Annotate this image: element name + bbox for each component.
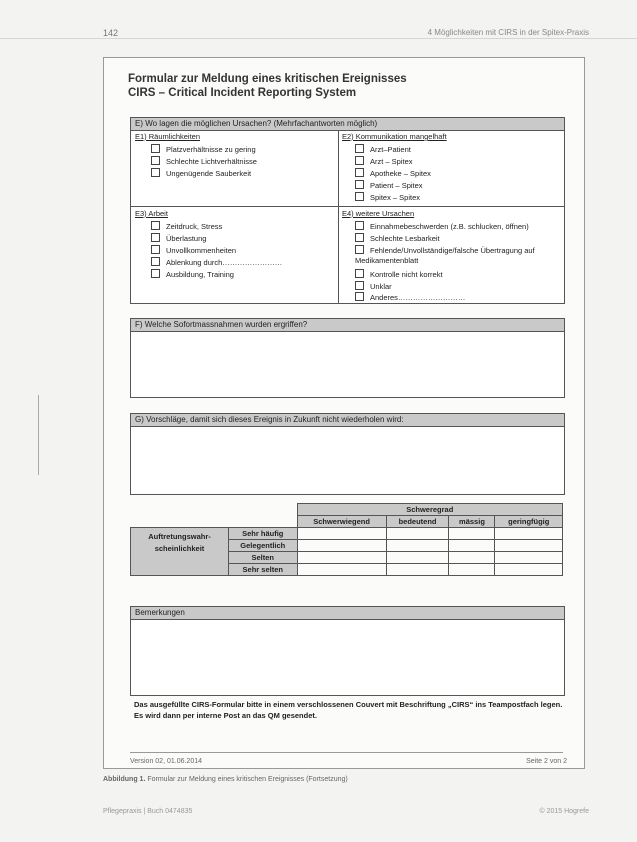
matrix-cell[interactable] — [297, 564, 386, 576]
checkbox-e4-2[interactable] — [355, 245, 545, 266]
checkbox-label: Überlastung — [166, 234, 207, 243]
remarks-section — [130, 606, 565, 696]
form-title-line2: CIRS – Critical Incident Reporting System — [128, 87, 357, 99]
checkbox-label: Arzt–Patient — [370, 145, 411, 154]
header-divider — [0, 38, 637, 39]
checkbox-label: Ablenkung durch…………………… — [166, 258, 283, 267]
section-e — [130, 117, 565, 304]
likelihood-label — [131, 528, 229, 576]
section-e-heading: E) Wo lagen die möglichen Ursachen? (Mehrfachantworten möglich) — [131, 118, 564, 131]
checkbox-e2-3[interactable] — [355, 180, 423, 191]
checkbox-e3-4[interactable] — [151, 269, 234, 280]
severity-col: Schwerwiegend — [297, 516, 386, 528]
footer-divider — [130, 752, 563, 753]
remarks-heading: Bemerkungen — [131, 607, 564, 620]
matrix-cell[interactable] — [297, 540, 386, 552]
checkbox-label: Fehlende/Unvollständige/falsche Übertragung auf Medikamentenblatt — [355, 246, 535, 265]
checkbox-e4-3[interactable] — [355, 269, 443, 280]
checkbox-label: Schlechte Lichtverhältnisse — [166, 157, 257, 166]
caption-label: Abbildung 1. — [103, 776, 146, 783]
matrix-cell[interactable] — [449, 552, 495, 564]
matrix-cell[interactable] — [495, 528, 563, 540]
e3-title: E3) Arbeit — [135, 209, 168, 218]
checkbox-label: Ungenügende Sauberkeit — [166, 169, 252, 178]
checkbox-e3-0[interactable] — [151, 221, 222, 232]
caption-text: Formular zur Meldung eines kritischen Ereignisses (Fortsetzung) — [147, 776, 348, 783]
copyright: © 2015 Hogrefe — [539, 808, 589, 815]
matrix-cell[interactable] — [495, 564, 563, 576]
checkbox-e1-0[interactable] — [151, 144, 256, 155]
severity-col: mässig — [449, 516, 495, 528]
checkbox-e1-1[interactable] — [151, 156, 257, 167]
section-g-heading: G) Vorschläge, damit sich dieses Ereignis in Zukunft nicht wiederholen wird: — [131, 414, 564, 427]
checkbox-label: Spitex – Spitex — [370, 193, 421, 202]
checkbox-label: Unklar — [370, 282, 392, 291]
checkbox-label: Unvollkommenheiten — [166, 246, 237, 255]
section-f-heading: F) Welche Sofortmassnahmen wurden ergriffen? — [131, 319, 564, 332]
likelihood-row: Sehr selten — [229, 564, 298, 576]
checkbox-label: Zeitdruck, Stress — [166, 222, 223, 231]
matrix-cell[interactable] — [449, 540, 495, 552]
matrix-cell[interactable] — [449, 564, 495, 576]
checkbox-label: Apotheke – Spitex — [370, 169, 431, 178]
likelihood-row: Gelegentlich — [229, 540, 298, 552]
page-number: 142 — [103, 28, 119, 38]
remarks-text-area[interactable] — [131, 620, 564, 695]
severity-col: geringfügig — [495, 516, 563, 528]
checkbox-label: Kontrolle nicht korrekt — [370, 270, 443, 279]
likelihood-label-line1: Auftretungswahr- — [148, 532, 211, 541]
matrix-cell[interactable] — [386, 552, 449, 564]
checkbox-label: Schlechte Lesbarkeit — [370, 234, 440, 243]
checkbox-e3-1[interactable] — [151, 233, 206, 244]
checkbox-label: Anderes……………………… — [370, 293, 466, 302]
figure-caption — [103, 776, 348, 783]
margin-mark — [38, 395, 39, 475]
matrix-blank — [131, 504, 229, 516]
bottom-left-note: Pflegepraxis | Buch 0474835 — [103, 808, 193, 815]
form-title — [128, 72, 407, 100]
risk-matrix — [130, 503, 563, 576]
e2-title: E2) Kommunikation mangelhaft — [342, 132, 447, 141]
checkbox-e2-4[interactable] — [355, 192, 420, 203]
checkbox-e2-0[interactable] — [355, 144, 411, 155]
checkbox-e4-1[interactable] — [355, 233, 440, 244]
matrix-cell[interactable] — [495, 552, 563, 564]
form-title-line1: Formular zur Meldung eines kritischen Ereignisses — [128, 73, 407, 85]
checkbox-e1-2[interactable] — [151, 168, 251, 179]
likelihood-row: Selten — [229, 552, 298, 564]
matrix-cell[interactable] — [386, 564, 449, 576]
severity-col: bedeutend — [386, 516, 449, 528]
e1-title: E1) Räumlichkeiten — [135, 132, 201, 141]
checkbox-label: Einnahmebeschwerden (z.B. schlucken, öffnen) — [370, 222, 529, 231]
section-g-text-area[interactable] — [131, 427, 564, 494]
section-e-divider-h — [131, 206, 564, 207]
matrix-blank — [229, 504, 298, 516]
matrix-cell[interactable] — [386, 528, 449, 540]
section-f — [130, 318, 565, 398]
checkbox-e4-4[interactable] — [355, 281, 392, 292]
checkbox-label: Platzverhältnisse zu gering — [166, 145, 256, 154]
matrix-cell[interactable] — [449, 528, 495, 540]
form-version: Version 02, 01.06.2014 — [130, 758, 203, 765]
section-f-text-area[interactable] — [131, 332, 564, 397]
checkbox-e4-0[interactable] — [355, 221, 529, 232]
matrix-blank — [131, 516, 229, 528]
matrix-cell[interactable] — [297, 528, 386, 540]
checkbox-e2-2[interactable] — [355, 168, 431, 179]
submission-note: Das ausgefüllte CIRS-Formular bitte in einem verschlossenen Couvert mit Beschriftung „CIRS“ ins Teampostfach legen. Es wird dann per interne Post an das QM gesendet. — [134, 700, 563, 720]
checkbox-label: Patient – Spitex — [370, 181, 423, 190]
severity-header: Schweregrad — [297, 504, 563, 516]
checkbox-label: Arzt – Spitex — [370, 157, 413, 166]
matrix-cell[interactable] — [297, 552, 386, 564]
likelihood-row: Sehr häufig — [229, 528, 298, 540]
likelihood-label-line2: scheinlichkeit — [154, 544, 205, 553]
checkbox-label: Ausbildung, Training — [166, 270, 234, 279]
section-g — [130, 413, 565, 495]
matrix-cell[interactable] — [386, 540, 449, 552]
matrix-blank — [229, 516, 298, 528]
form-page-number: Seite 2 von 2 — [526, 758, 567, 765]
matrix-cell[interactable] — [495, 540, 563, 552]
e4-title: E4) weitere Ursachen — [342, 209, 415, 218]
checkbox-e4-5[interactable] — [355, 292, 465, 303]
section-e-divider-v — [338, 130, 339, 303]
checkbox-e3-3[interactable] — [151, 257, 282, 268]
chapter-header: 4 Möglichkeiten mit CIRS in der Spitex-Praxis — [427, 28, 589, 37]
checkbox-e3-2[interactable] — [151, 245, 236, 256]
checkbox-e2-1[interactable] — [355, 156, 413, 167]
